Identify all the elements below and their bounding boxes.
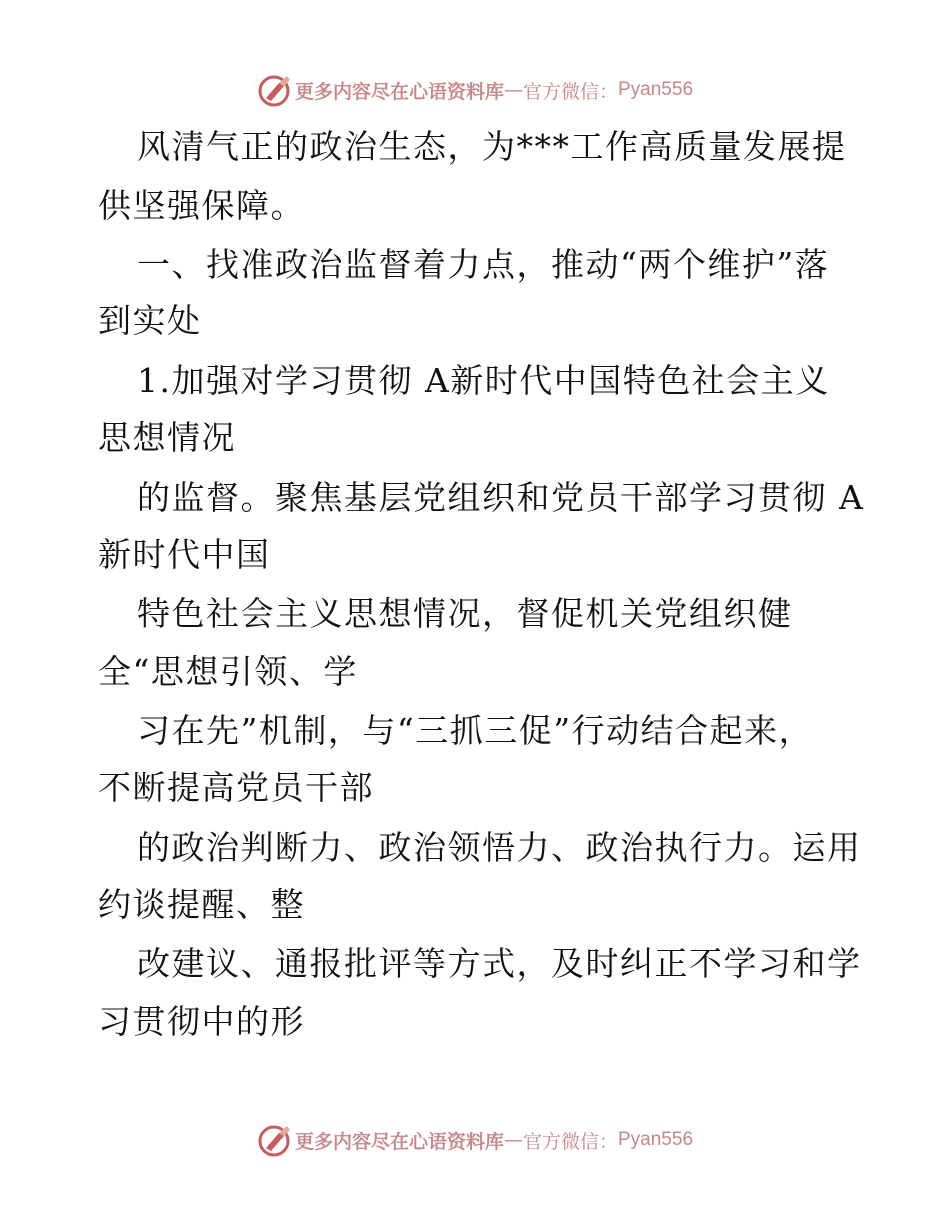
watermark-main-text: 更多内容尽在心语资料库 xyxy=(294,1130,504,1153)
text-line: 1.加强对学习贯彻 A新时代中国特色社会主义 xyxy=(137,361,830,400)
text-line: 约谈提醒、整 xyxy=(98,885,305,924)
watermark-dash: — xyxy=(503,1129,523,1151)
text-line: 不断提高党员干部 xyxy=(98,768,374,807)
text-line: 新时代中国 xyxy=(98,535,271,574)
watermark-sub-text: 官方微信： xyxy=(522,1130,618,1153)
watermark-wechat-id: Pyan556 xyxy=(618,1129,694,1150)
header-watermark xyxy=(0,70,950,110)
text-line: 的监督。聚焦基层党组织和党员干部学习贯彻 A xyxy=(137,478,865,517)
watermark-dash: — xyxy=(503,79,523,101)
text-line: 全“思想引领、学 xyxy=(98,652,358,691)
text-line: 到实处 xyxy=(98,301,202,340)
text-line: 改建议、通报批评等方式，及时纠正不学习和学 xyxy=(137,944,862,983)
watermark-wechat-id: Pyan556 xyxy=(618,79,694,100)
text-line: 特色社会主义思想情况，督促机关党组织健 xyxy=(137,594,793,633)
text-line: 一、找准政治监督着力点，推动“两个维护”落 xyxy=(137,245,830,284)
text-line: 的政治判断力、政治领悟力、政治执行力。运用 xyxy=(137,828,862,867)
text-line: 供坚强保障。 xyxy=(98,186,305,225)
text-line: 思想情况 xyxy=(98,418,236,457)
footer-watermark xyxy=(0,1120,950,1160)
watermark-main-text: 更多内容尽在心语资料库 xyxy=(294,80,504,103)
pen-logo-icon xyxy=(257,72,293,108)
text-line: 风清气正的政治生态，为***工作高质量发展提 xyxy=(137,127,847,166)
watermark-sub-text: 官方微信： xyxy=(522,80,618,103)
text-line: 习贯彻中的形 xyxy=(98,1002,305,1041)
pen-logo-icon xyxy=(257,1122,293,1158)
text-line: 习在先”机制，与“三抓三促”行动结合起来， xyxy=(137,711,814,750)
